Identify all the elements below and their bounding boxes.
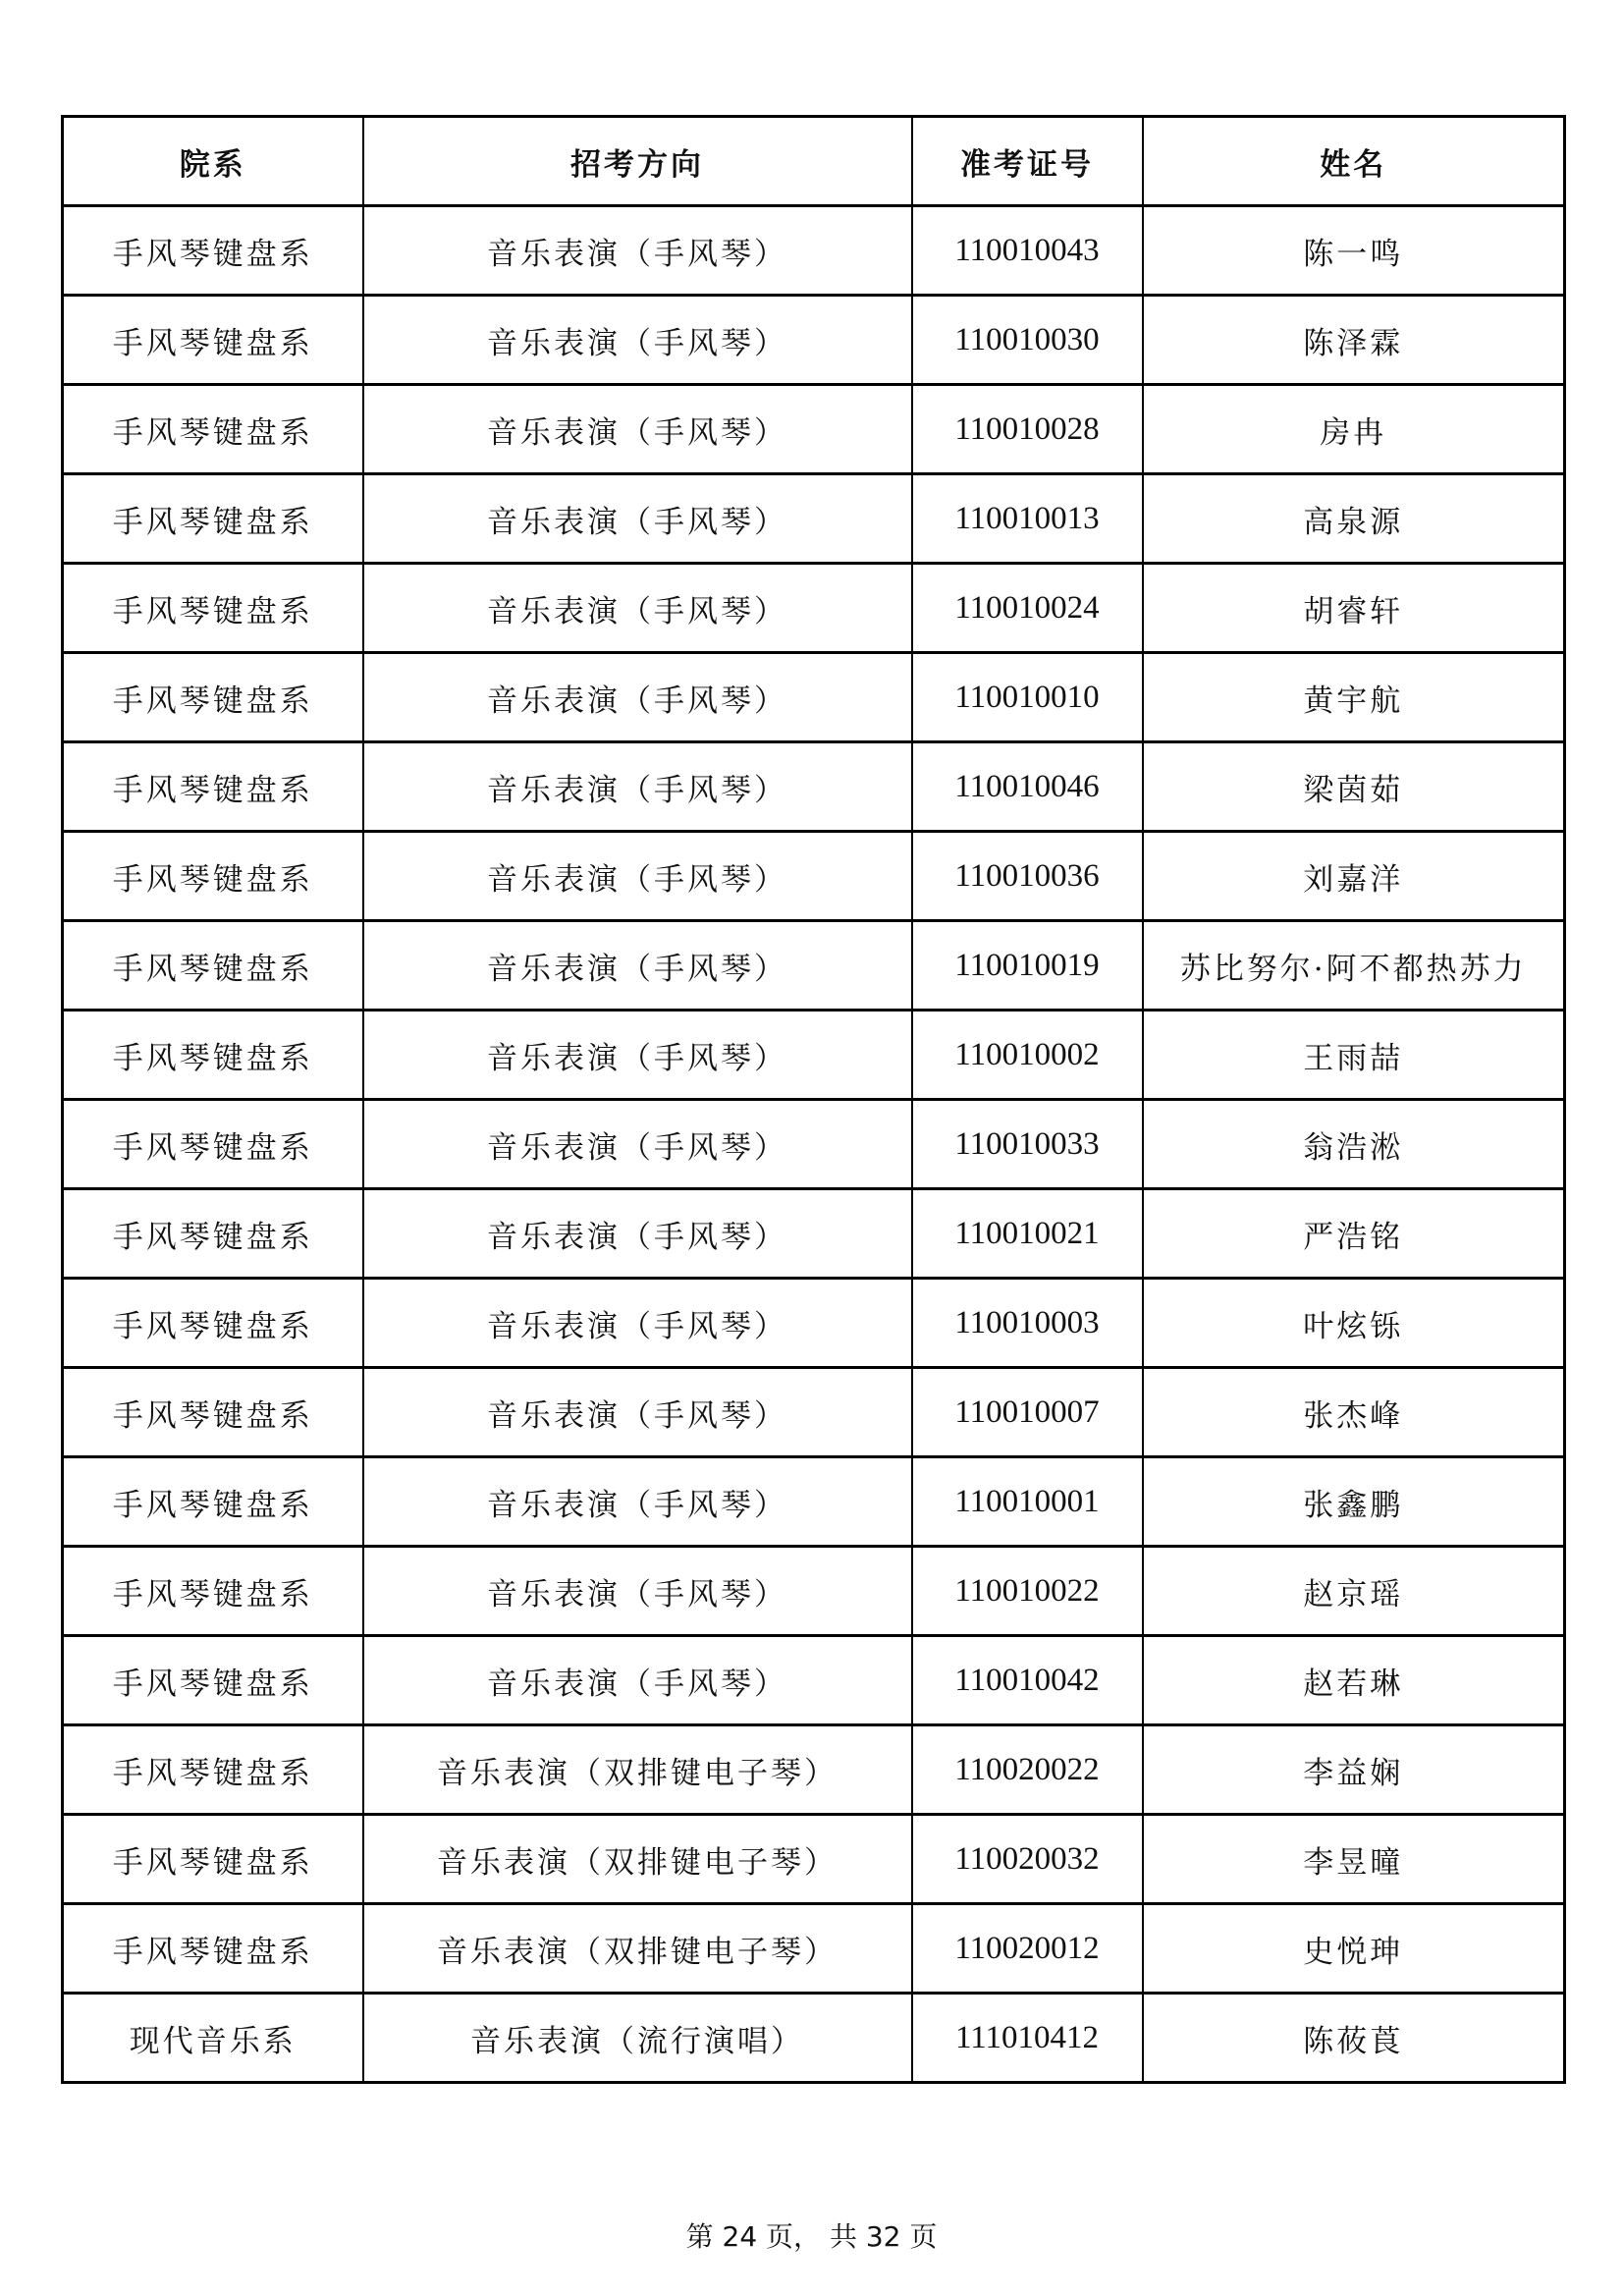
cell-department: 手风琴键盘系 bbox=[63, 832, 363, 921]
table-row bbox=[63, 1189, 1565, 1279]
cell-direction: 音乐表演（手风琴） bbox=[363, 1368, 912, 1457]
cell-department: 手风琴键盘系 bbox=[63, 1815, 363, 1904]
table-row bbox=[63, 385, 1565, 474]
cell-direction: 音乐表演（手风琴） bbox=[363, 832, 912, 921]
cell-department: 手风琴键盘系 bbox=[63, 1547, 363, 1636]
cell-department: 手风琴键盘系 bbox=[63, 1904, 363, 1994]
cell-exam-number: 110010042 bbox=[912, 1636, 1143, 1725]
cell-direction: 音乐表演（手风琴） bbox=[363, 921, 912, 1011]
cell-direction: 音乐表演（手风琴） bbox=[363, 206, 912, 296]
cell-department: 手风琴键盘系 bbox=[63, 206, 363, 296]
cell-direction: 音乐表演（双排键电子琴） bbox=[363, 1815, 912, 1904]
cell-department: 手风琴键盘系 bbox=[63, 742, 363, 832]
cell-direction: 音乐表演（手风琴） bbox=[363, 742, 912, 832]
header-name: 姓名 bbox=[1143, 117, 1565, 206]
table-row bbox=[63, 832, 1565, 921]
cell-name: 房冉 bbox=[1143, 385, 1565, 474]
page-number: 第 24 页， 共 32 页 bbox=[685, 2220, 938, 2253]
cell-direction: 音乐表演（手风琴） bbox=[363, 653, 912, 742]
cell-name: 严浩铭 bbox=[1143, 1189, 1565, 1279]
cell-exam-number: 111010412 bbox=[912, 1994, 1143, 2083]
cell-exam-number: 110010001 bbox=[912, 1457, 1143, 1547]
cell-exam-number: 110010021 bbox=[912, 1189, 1143, 1279]
cell-name: 陈泽霖 bbox=[1143, 296, 1565, 385]
header-exam-number: 准考证号 bbox=[912, 117, 1143, 206]
cell-direction: 音乐表演（手风琴） bbox=[363, 1011, 912, 1100]
cell-exam-number: 110010028 bbox=[912, 385, 1143, 474]
cell-exam-number: 110020022 bbox=[912, 1725, 1143, 1815]
table-row bbox=[63, 1457, 1565, 1547]
cell-name: 张杰峰 bbox=[1143, 1368, 1565, 1457]
cell-name: 梁茵茹 bbox=[1143, 742, 1565, 832]
cell-direction: 音乐表演（手风琴） bbox=[363, 1189, 912, 1279]
cell-name: 王雨喆 bbox=[1143, 1011, 1565, 1100]
table-row bbox=[63, 653, 1565, 742]
table-row bbox=[63, 1100, 1565, 1189]
cell-exam-number: 110010024 bbox=[912, 564, 1143, 653]
cell-department: 手风琴键盘系 bbox=[63, 1189, 363, 1279]
table-row bbox=[63, 296, 1565, 385]
cell-department: 手风琴键盘系 bbox=[63, 474, 363, 564]
cell-direction: 音乐表演（手风琴） bbox=[363, 564, 912, 653]
cell-direction: 音乐表演（流行演唱） bbox=[363, 1994, 912, 2083]
table-header-row bbox=[63, 117, 1565, 206]
cell-exam-number: 110010022 bbox=[912, 1547, 1143, 1636]
cell-exam-number: 110010030 bbox=[912, 296, 1143, 385]
cell-exam-number: 110010002 bbox=[912, 1011, 1143, 1100]
table-row bbox=[63, 921, 1565, 1011]
table-row bbox=[63, 1279, 1565, 1368]
cell-direction: 音乐表演（手风琴） bbox=[363, 1279, 912, 1368]
cell-department: 手风琴键盘系 bbox=[63, 1011, 363, 1100]
cell-department: 手风琴键盘系 bbox=[63, 653, 363, 742]
cell-direction: 音乐表演（手风琴） bbox=[363, 1457, 912, 1547]
cell-exam-number: 110010010 bbox=[912, 653, 1143, 742]
table-row bbox=[63, 206, 1565, 296]
cell-department: 手风琴键盘系 bbox=[63, 1368, 363, 1457]
cell-name: 苏比努尔·阿不都热苏力 bbox=[1143, 921, 1565, 1011]
cell-name: 翁浩淞 bbox=[1143, 1100, 1565, 1189]
table-row bbox=[63, 474, 1565, 564]
cell-exam-number: 110010019 bbox=[912, 921, 1143, 1011]
cell-department: 手风琴键盘系 bbox=[63, 921, 363, 1011]
cell-exam-number: 110020012 bbox=[912, 1904, 1143, 1994]
cell-exam-number: 110010036 bbox=[912, 832, 1143, 921]
cell-name: 赵若琳 bbox=[1143, 1636, 1565, 1725]
cell-exam-number: 110010043 bbox=[912, 206, 1143, 296]
cell-name: 陈一鸣 bbox=[1143, 206, 1565, 296]
cell-department: 手风琴键盘系 bbox=[63, 1725, 363, 1815]
cell-exam-number: 110010013 bbox=[912, 474, 1143, 564]
cell-name: 赵京瑶 bbox=[1143, 1547, 1565, 1636]
cell-department: 手风琴键盘系 bbox=[63, 1279, 363, 1368]
cell-exam-number: 110010033 bbox=[912, 1100, 1143, 1189]
table-row bbox=[63, 1011, 1565, 1100]
cell-direction: 音乐表演（手风琴） bbox=[363, 1547, 912, 1636]
cell-direction: 音乐表演（手风琴） bbox=[363, 1100, 912, 1189]
cell-direction: 音乐表演（手风琴） bbox=[363, 296, 912, 385]
cell-department: 手风琴键盘系 bbox=[63, 1100, 363, 1189]
header-direction: 招考方向 bbox=[363, 117, 912, 206]
table-row bbox=[63, 742, 1565, 832]
cell-name: 张鑫鹏 bbox=[1143, 1457, 1565, 1547]
candidate-table bbox=[61, 115, 1566, 2084]
cell-exam-number: 110010003 bbox=[912, 1279, 1143, 1368]
table-row bbox=[63, 1725, 1565, 1815]
cell-name: 李益娴 bbox=[1143, 1725, 1565, 1815]
cell-department: 手风琴键盘系 bbox=[63, 296, 363, 385]
table-row bbox=[63, 1368, 1565, 1457]
header-department: 院系 bbox=[63, 117, 363, 206]
table-body bbox=[63, 206, 1565, 2083]
cell-name: 史悦珅 bbox=[1143, 1904, 1565, 1994]
cell-direction: 音乐表演（手风琴） bbox=[363, 1636, 912, 1725]
cell-direction: 音乐表演（手风琴） bbox=[363, 474, 912, 564]
cell-name: 胡睿轩 bbox=[1143, 564, 1565, 653]
cell-department: 手风琴键盘系 bbox=[63, 564, 363, 653]
table-row bbox=[63, 564, 1565, 653]
cell-direction: 音乐表演（双排键电子琴） bbox=[363, 1725, 912, 1815]
table-row bbox=[63, 1547, 1565, 1636]
table-row bbox=[63, 1994, 1565, 2083]
cell-direction: 音乐表演（手风琴） bbox=[363, 385, 912, 474]
table-row bbox=[63, 1815, 1565, 1904]
table-row bbox=[63, 1636, 1565, 1725]
cell-name: 陈莜莨 bbox=[1143, 1994, 1565, 2083]
cell-exam-number: 110020032 bbox=[912, 1815, 1143, 1904]
table-row bbox=[63, 1904, 1565, 1994]
cell-department: 手风琴键盘系 bbox=[63, 1457, 363, 1547]
cell-name: 黄宇航 bbox=[1143, 653, 1565, 742]
cell-department: 现代音乐系 bbox=[63, 1994, 363, 2083]
cell-name: 李昱曈 bbox=[1143, 1815, 1565, 1904]
cell-name: 叶炫铄 bbox=[1143, 1279, 1565, 1368]
cell-name: 高泉源 bbox=[1143, 474, 1565, 564]
cell-name: 刘嘉洋 bbox=[1143, 832, 1565, 921]
cell-department: 手风琴键盘系 bbox=[63, 385, 363, 474]
cell-exam-number: 110010046 bbox=[912, 742, 1143, 832]
cell-direction: 音乐表演（双排键电子琴） bbox=[363, 1904, 912, 1994]
cell-exam-number: 110010007 bbox=[912, 1368, 1143, 1457]
cell-department: 手风琴键盘系 bbox=[63, 1636, 363, 1725]
